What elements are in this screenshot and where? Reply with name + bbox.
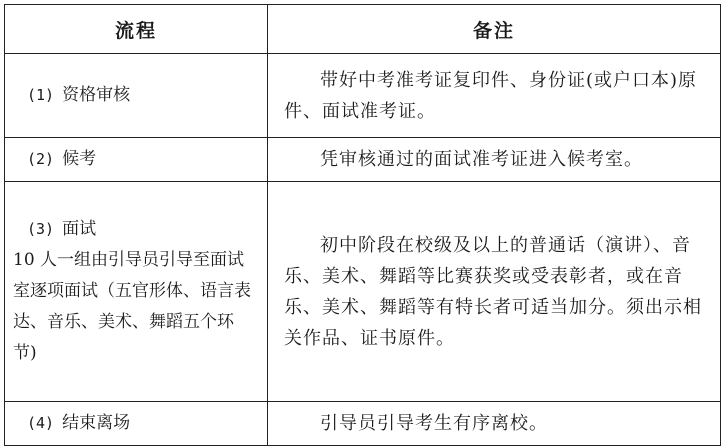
header-row xyxy=(5,5,721,54)
table-row xyxy=(5,54,721,138)
step-label xyxy=(27,144,257,175)
flow-cell xyxy=(5,402,268,446)
step-label xyxy=(27,408,257,439)
step-number: (3) xyxy=(27,220,55,238)
flow-cell xyxy=(5,182,268,402)
note-cell xyxy=(268,54,721,138)
step-label xyxy=(27,214,257,245)
note-text: 带好中考准考证复印件、身份证(或户口本)原件、面试准考证。 xyxy=(284,69,698,122)
table-row xyxy=(5,182,721,402)
step-number: (2) xyxy=(27,150,55,168)
note-cell xyxy=(268,402,721,446)
step-label xyxy=(27,80,257,111)
step-name: 结束离场 xyxy=(62,413,131,433)
step-number: (1) xyxy=(27,86,55,104)
process-table xyxy=(4,4,721,446)
step-number: (4) xyxy=(27,414,55,432)
step-name: 面试 xyxy=(62,219,97,239)
flow-cell xyxy=(5,54,268,138)
step-detail: 10 人一组由引导员引导至面试室逐项面试（五官形体、语言表达、音乐、美术、舞蹈五个环节) xyxy=(13,250,251,363)
table-row xyxy=(5,402,721,446)
flow-cell xyxy=(5,138,268,182)
table-row xyxy=(5,138,721,182)
step-name: 资格审核 xyxy=(62,85,131,105)
note-cell xyxy=(268,182,721,402)
note-text: 初中阶段在校级及以上的普通话（演讲）、音乐、美术、舞蹈等比赛获奖或受表彰者，或在音乐、美术、舞蹈等有特长者可适当加分。须出示相关作品、证书原件。 xyxy=(284,234,702,349)
header-note: 备注 xyxy=(268,5,721,54)
note-text: 引导员引导考生有序离校。 xyxy=(320,413,548,434)
header-flow: 流程 xyxy=(5,5,268,54)
step-name: 候考 xyxy=(62,149,97,169)
note-text: 凭审核通过的面试准考证进入候考室。 xyxy=(320,149,643,170)
note-cell xyxy=(268,138,721,182)
